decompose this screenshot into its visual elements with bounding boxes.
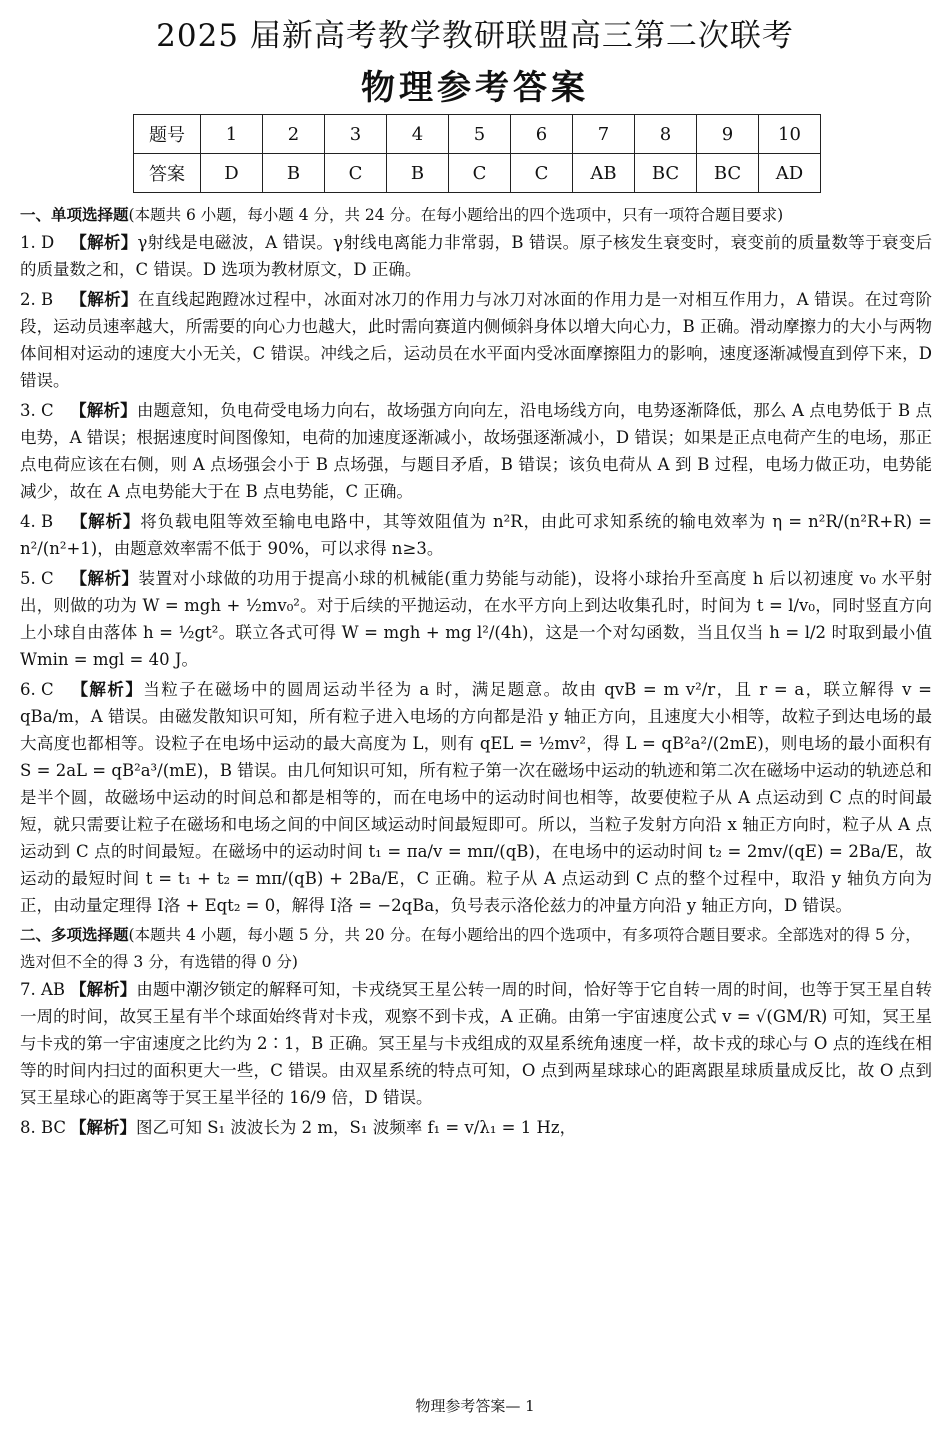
section-title: 二、多项选择题: [20, 926, 129, 944]
section-heading-multiple-choice: [20, 922, 932, 976]
solution-number: 3. C: [20, 401, 54, 420]
solution-q2: [20, 286, 932, 394]
question-number: 7: [573, 115, 635, 154]
question-number: 3: [325, 115, 387, 154]
answer-cell: BC: [697, 154, 759, 193]
section-title: 一、单项选择题: [20, 206, 129, 224]
row-label-number: 题号: [134, 115, 201, 154]
answer-cell: B: [387, 154, 449, 193]
question-number: 10: [759, 115, 821, 154]
section-note: (本题共 6 小题，每小题 4 分，共 24 分。在每小题给出的四个选项中，只有一项符合题目要求): [128, 206, 784, 224]
solution-text: 将负载电阻等效至输电电路中，其等效阻值为 n²R，由此可求知系统的输电效率为 η = n²R/(n²R+R) = n²/(n²+1)，由题意效率需不低于 90%，可以求得 n≥3。: [20, 512, 933, 558]
answer-row: [134, 154, 821, 193]
exam-title: 2025 届新高考教学教研联盟高三第二次联考: [156, 18, 794, 54]
answer-cell: D: [201, 154, 263, 193]
solution-text: 由题中潮汐锁定的解释可知，卡戎绕冥王星公转一周的时间，恰好等于它自转一周的时间，也等于冥王星自转一周的时间，故冥王星有半个球面始终背对卡戎，观察不到卡戎，A 正确。由第一宇宙速度公式 v = √(GM/R) 可知，冥王星与卡戎的第一宇宙速度之比约为 2∶1，B 正确。冥王星与卡戎组成的双星系统角速度一样，故卡戎的球心与 O 点的连线在相等的时间内扫过的面积更大一些，C 错误。由双星系统的特点可知，O 点到两星球球心的距离跟星球质量成反比，故 O 点到冥王星球心的距离等于冥王星半径的 16/9 倍，D 错误。: [20, 980, 933, 1107]
question-number: 9: [697, 115, 759, 154]
question-number: 4: [387, 115, 449, 154]
solution-q7: [20, 976, 932, 1111]
analysis-tag: 【解析】: [70, 1118, 136, 1137]
question-number-row: [134, 115, 821, 154]
analysis-tag: 【解析】: [70, 980, 137, 999]
solution-number: 2. B: [20, 290, 54, 309]
answer-cell: AD: [759, 154, 821, 193]
solution-number: 7. AB: [20, 980, 66, 999]
answer-cell: BC: [635, 154, 697, 193]
question-number: 1: [201, 115, 263, 154]
solutions-body: [20, 202, 932, 1144]
analysis-tag: 【解析】: [70, 401, 137, 420]
answer-title: 物理参考答案: [361, 68, 589, 108]
solution-text: 在直线起跑蹬冰过程中，冰面对冰刀的作用力与冰刀对冰面的作用力是一对相互作用力，A 错误。在过弯阶段，运动员速率越大，所需要的向心力也越大，此时需向赛道内侧倾斜身体以增大向心力，B 正确。滑动摩擦力的大小与两物体间相对运动的速度大小无关，C 错误。冲线之后，运动员在水平面内受冰面摩擦阻力的影响，速度逐渐减慢直到停下来，D 错误。: [20, 290, 932, 390]
answer-cell: AB: [573, 154, 635, 193]
solution-number: 1. D: [20, 233, 55, 252]
section-heading-single-choice: [20, 202, 932, 229]
answer-cell: C: [511, 154, 573, 193]
answer-cell: C: [449, 154, 511, 193]
solution-number: 8. BC: [20, 1118, 67, 1137]
answer-cell: B: [263, 154, 325, 193]
solution-number: 5. C: [20, 569, 54, 588]
row-label-answer: 答案: [134, 154, 201, 193]
answer-table: [133, 114, 821, 193]
solution-q1: [20, 229, 932, 283]
question-number: 6: [511, 115, 573, 154]
solution-text: 当粒子在磁场中的圆周运动半径为 a 时，满足题意。故由 qvB = m v²/r，且 r = a，联立解得 v = qBa/m，A 错误。由磁发散知识可知，所有粒子进入电场的方向都是沿 y 轴正方向，且速度大小相等，故粒子到达电场的最大高度也都相等。设粒子在电场中运动的最大高度为 L，则有 qEL = ½mv²，得 L = qB²a²/(2mE)，则电场的最小面积有 S = 2aL = qB²a³/(mE)，B 错误。由几何知识可知，所有粒子第一次在磁场中运动的轨迹和第二次在磁场中运动的轨迹总和是半个圆，故磁场中运动的时间总和都是相等的，而在电场中的运动时间也相等，故要使粒子从 A 点运动到 C 点的时间最短，就只需要让粒子在磁场和电场之间的中间区域运动时间最短即可。所以，当粒子发射方向沿 x 轴正方向时，粒子从 A 点运动到 C 点的时间最短。在磁场中的运动时间 t₁ = πa/v = mπ/(qB)，在电场中的运动时间 t₂ = 2mv/(qE) = 2Ba/E，故运动的最短时间 t = t₁ + t₂ = mπ/(qB) + 2Ba/E，C 正确。粒子从 A 点运动到 C 点的整个过程中，取沿 y 轴负方向为正，由动量定理得 I洛 + Eqt₂ = 0，解得 I洛 = −2qBa，负号表示洛伦兹力的冲量方向沿 y 轴正方向，D 错误。: [20, 680, 933, 915]
solution-text: γ射线是电磁波，A 错误。γ射线电离能力非常弱，B 错误。原子核发生衰变时，衰变前的质量数等于衰变后的质量数之和，C 错误。D 选项为教材原文，D 正确。: [20, 233, 932, 279]
solution-q5: [20, 565, 932, 673]
answer-cell: C: [325, 154, 387, 193]
question-number: 5: [449, 115, 511, 154]
analysis-tag: 【解析】: [70, 680, 144, 699]
page-footer: 物理参考答案— 1: [415, 1397, 535, 1415]
solution-q8: [20, 1114, 932, 1141]
analysis-tag: 【解析】: [70, 290, 138, 309]
question-number: 2: [263, 115, 325, 154]
section-note: (本题共 4 小题，每小题 5 分，共 20 分。在每小题给出的四个选项中，有多项符合题目要求。全部选对的得 5 分，选对但不全的得 3 分，有选错的得 0 分): [20, 926, 921, 971]
analysis-tag: 【解析】: [70, 233, 138, 252]
solution-text: 装置对小球做的功用于提高小球的机械能(重力势能与动能)，设将小球抬升至高度 h 后以初速度 v₀ 水平射出，则做的功为 W = mgh + ½mv₀²。对于后续的平抛运动，在水平方向上到达收集孔时，时间为 t = l/v₀，同时竖直方向上小球自由落体 h = ½gt²。联立各式可得 W = mgh + mg l²/(4h)，这是一个对勾函数，当且仅当 h = l/2 时取到最小值 Wmin = mgl = 40 J。: [20, 569, 933, 669]
solution-q4: [20, 508, 932, 562]
solution-q3: [20, 397, 932, 505]
solution-q6: [20, 676, 932, 919]
solution-text: 图乙可知 S₁ 波波长为 2 m，S₁ 波频率 f₁ = v/λ₁ = 1 Hz，: [136, 1118, 577, 1137]
solution-number: 4. B: [20, 512, 54, 531]
solution-text: 由题意知，负电荷受电场力向右，故场强方向向左，沿电场线方向，电势逐渐降低，那么 A 点电势低于 B 点电势，A 错误；根据速度时间图像知，电荷的加速度逐渐减小，故场强逐渐减小，D 错误；如果是正点电荷产生的电场，那正点电荷应该在右侧，则 A 点场强会小于 B 点场强，与题目矛盾，B 错误；该负电荷从 A 到 B 过程，电场力做正功，电势能减少，故在 A 点电势能大于在 B 点电势能，C 正确。: [20, 401, 933, 501]
analysis-tag: 【解析】: [70, 512, 141, 531]
solution-number: 6. C: [20, 680, 54, 699]
analysis-tag: 【解析】: [70, 569, 139, 588]
question-number: 8: [635, 115, 697, 154]
